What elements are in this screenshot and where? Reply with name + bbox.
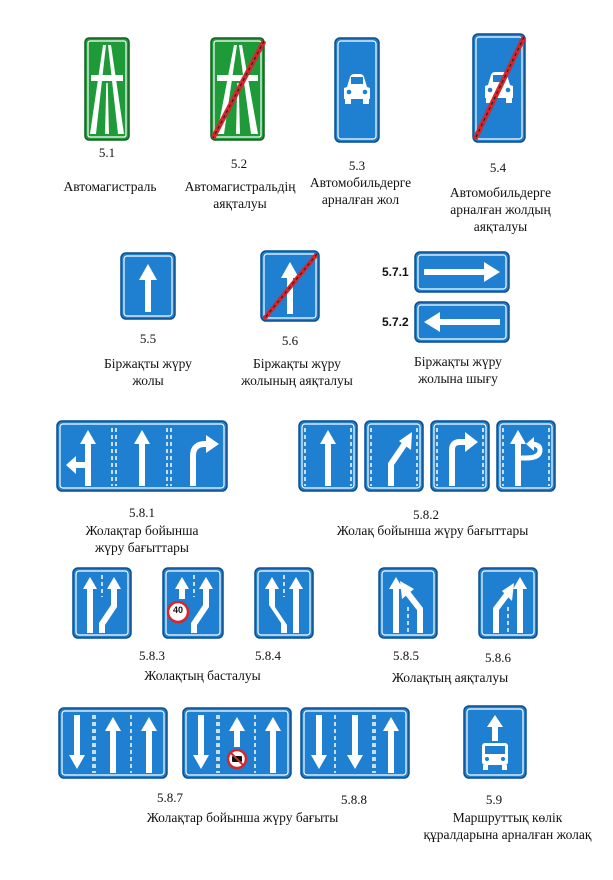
sign-5-8-6-number: 5.8.6: [485, 650, 511, 665]
sign-5-4-caption: Автомобильдерге арналған жолдың аяқталуы: [449, 185, 552, 234]
sign-5-9-bus-lane: [463, 705, 527, 779]
sign-5-8-2-lane-straight-right: [364, 420, 424, 492]
sign-5-9-number: 5.9: [485, 792, 503, 807]
sign-5-9-caption: Маршруттық көлік құралдарына арналған жолақ: [423, 810, 592, 842]
sign-5-3-caption: Автомобильдерге арналған жол: [309, 175, 412, 207]
sign-5-8-3-lane-start-a: [72, 567, 132, 639]
sign-5-8-4-lane-start: [254, 567, 314, 639]
sign-5-5-one-way-road: [120, 252, 176, 320]
sign-5-7-1-number: 5.7.1: [382, 265, 409, 279]
sign-5-8-1-caption: Жолақтар бойынша жүру бағыттары: [85, 523, 199, 555]
sign-5-8-7-8-caption: Жолақтар бойынша жүру бағыты: [146, 810, 339, 825]
sign-5-7-caption: Біржақты жүру жолына шығу: [414, 354, 502, 386]
sign-5-6-end-of-one-way-road: [260, 250, 320, 322]
speed-limit-value: 40: [172, 605, 183, 615]
sign-5-4-end-of-road-for-cars: [471, 33, 527, 143]
sign-5-8-3-number: 5.8.3: [139, 648, 165, 663]
sign-5-8-7-lane-direction-a: [58, 707, 168, 779]
sign-5-8-8-number: 5.8.8: [341, 792, 367, 807]
sign-5-1-number: 5.1: [98, 145, 116, 160]
sign-5-2-number: 5.2: [230, 156, 248, 171]
sign-5-6-number: 5.6: [281, 333, 299, 348]
sign-5-5-caption: Біржақты жүру жолы: [104, 356, 192, 388]
sign-5-8-2-lane-right-turn: [430, 420, 490, 492]
sign-5-8-5-6-caption: Жолақтың аяқталуы: [391, 670, 509, 685]
sign-5-7-1-exit-to-one-way-right: [414, 251, 510, 293]
sign-5-8-2-lane-u-turn: [496, 420, 556, 492]
sign-5-1-caption: Автомагистраль: [63, 179, 157, 194]
sign-5-4-number: 5.4: [489, 160, 507, 175]
sign-5-8-2-number: 5.8.2: [413, 507, 439, 522]
sign-5-8-6-lane-end: [478, 567, 538, 639]
sign-5-8-2-lane-straight: [298, 420, 358, 492]
sign-5-8-5-lane-end: [378, 567, 438, 639]
sign-5-2-end-of-motorway: [209, 37, 266, 141]
sign-5-1-motorway: [84, 37, 130, 141]
sign-5-8-3-4-caption: Жолақтың басталуы: [144, 668, 261, 683]
sign-5-6-caption: Біржақты жүру жолының аяқталуы: [241, 356, 353, 388]
sign-5-8-5-number: 5.8.5: [393, 648, 419, 663]
sign-5-3-number: 5.3: [348, 158, 366, 173]
sign-5-7-2-number: 5.7.2: [382, 315, 409, 329]
sign-5-5-number: 5.5: [139, 331, 157, 346]
sign-5-8-1-number: 5.8.1: [129, 505, 155, 520]
sign-5-8-7-lane-direction-b: [182, 707, 292, 779]
sign-5-8-4-number: 5.8.4: [255, 648, 281, 663]
sign-5-8-2-caption: Жолақ бойынша жүру бағыттары: [336, 523, 529, 538]
sign-5-8-3-lane-start-b: [162, 567, 224, 639]
sign-5-3-road-for-cars: [334, 37, 380, 143]
sign-5-8-7-number: 5.8.7: [157, 790, 183, 805]
sign-5-7-2-exit-to-one-way-left: [414, 301, 510, 343]
sign-5-8-8-lane-direction: [300, 707, 410, 779]
sign-5-8-1-lane-directions: [56, 420, 228, 492]
sign-5-2-caption: Автомагистральдің аяқталуы: [184, 179, 296, 211]
